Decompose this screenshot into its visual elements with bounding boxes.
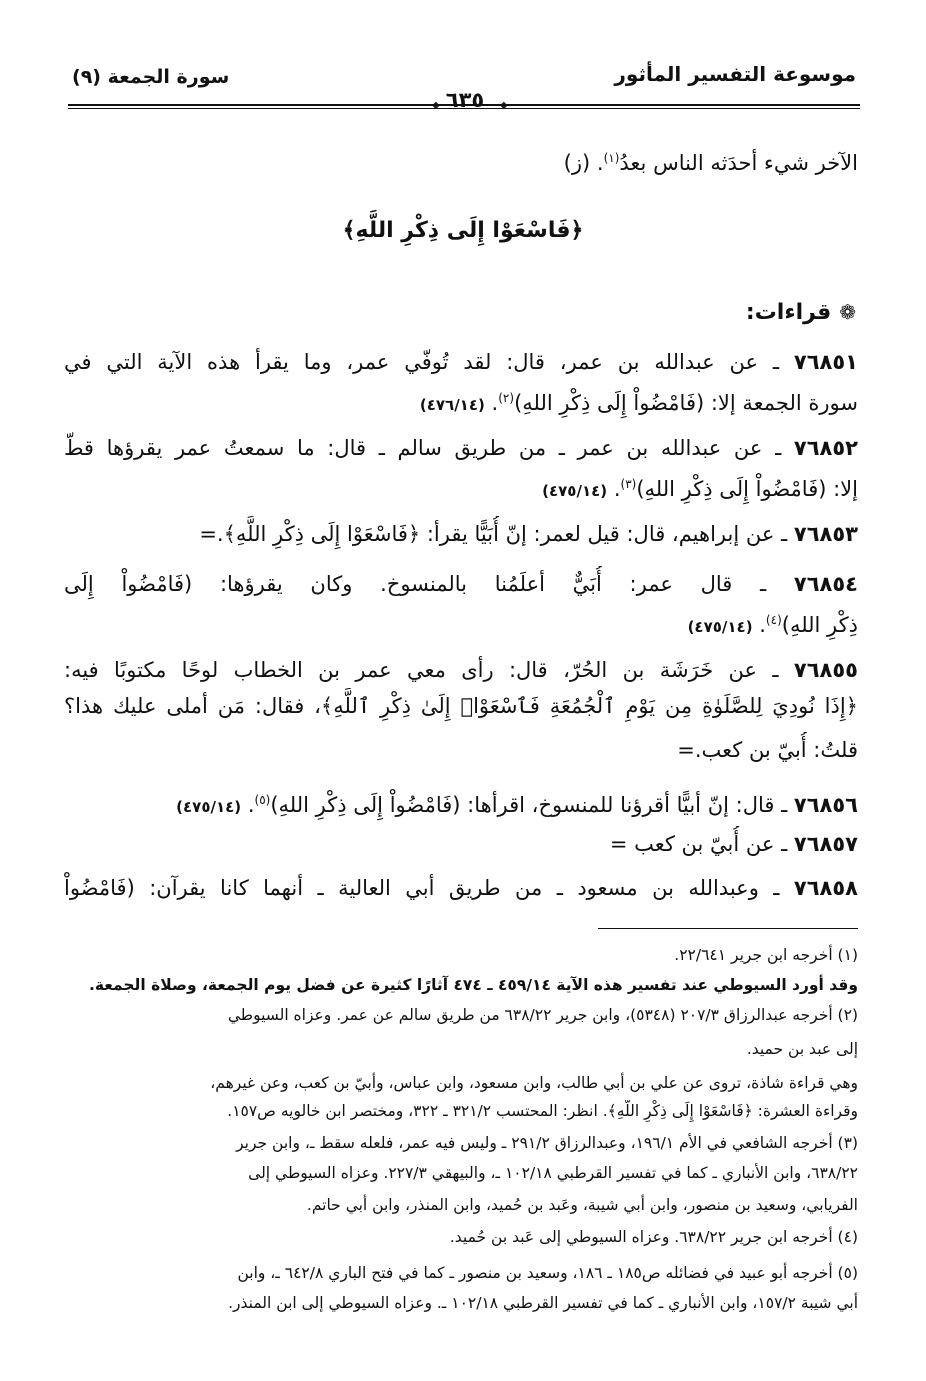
footnote-rule [598,928,858,929]
footnote-line: (٤) أخرجه ابن جرير ٦٣٨/٢٢. وعزاه السيوطي إلى عَبد بن حُميد. [449,1228,858,1246]
footnote-line: (٢) أخرجه عبدالرزاق ٢٠٧/٣ (٥٣٤٨)، وابن جرير ٦٣٨/٢٢ من طريق سالم عن عمر. وعزاه السيوطي [227,1006,858,1024]
running-head-book-title: موسوعة التفسير المأثور [614,62,856,86]
body-line: الآخر شيء أحدَثه الناس بعدُ$^{(١)}$. (ز) [563,151,858,175]
volume-reference: (٤٧٥/١٤) [687,618,753,636]
narration-line: ٧٦٨٥٢ ـ عن عبدالله بن عمر ـ من طريق سالم ـ قال: ما سمعتُ عمر يقرؤها قطّ [64,436,858,460]
ornament-left-icon: ◆ [432,100,440,111]
narration-line: ٧٦٨٥٨ ـ وعبدالله بن مسعود ـ من طريق أبي العالية ـ أنهما كانا يقرآن: (فَامْضُواْ [64,876,858,900]
footnote-line: إلى عبد بن حميد. [746,1040,858,1058]
narration-line: ٧٦٨٥٦ ـ قال: إنّ أبيًّا أقرؤنا للمنسوخ، اقرأها: (فَامْضُواْ إِلَى ذِكْرِ اللهِ)$^{(٥)}$. (٤٧٥/١٤) [176,793,858,817]
narration-line: ٧٦٨٥٣ ـ عن إبراهيم، قال: قيل لعمر: إنّ أُبَيًّا يقرأ: ﴿فَاسْعَوْا إِلَى ذِكْرِ اللَّهِ﴾.= [199,522,858,546]
footnote-line: وهي قراءة شاذة، تروى عن علي بن أبي طالب، وابن مسعود، وابن عباس، وأبيّ بن كعب، وعن غيرهم، [210,1074,858,1092]
narration-line: ٧٦٨٥٤ ـ قال عمر: أُبَيٌّ أعلَمُنا بالمنسوخ. وكان يقرؤها: (فَامْضُواْ إِلَى [64,572,858,596]
footnote-line: ٦٣٨/٢٢، وابن الأنباري ـ كما في تفسير القرطبي ١٠٢/١٨ ـ، والبيهقي ٢٢٧/٣. وعزاه السيوطي إلى [248,1164,858,1182]
verse-heading: ﴿فَاسْعَوْا إِلَى ذِكْرِ اللَّهِ﴾ [342,218,584,243]
narration-line: سورة الجمعة إلا: (فَامْضُواْ إِلَى ذِكْرِ اللهِ)$^{(٢)}$. (٤٧٦/١٤) [419,391,858,415]
footnote-line: وقراءة العشرة: ﴿فَاسْعَوْا إِلَى ذِكْرِ اللَّهِ﴾. انظر: المحتسب ٣٢١/٢ ـ ٣٢٢، ومختصر ابن خالويه ص١٥٧. [227,1102,858,1120]
header-rule [68,104,860,106]
narration-line: ٧٦٨٥١ ـ عن عبدالله بن عمر، قال: لقد تُوفّي عمر، وما يقرأ هذه الآية التي في [64,350,858,374]
header-rule-thin [68,108,860,109]
footnote-line: الفريابي، وسعيد بن منصور، وابن أبي شيبة، وعَبد بن حُميد، وابن المنذر، وابن أبي حاتم. [306,1196,858,1214]
footnote-line: (٥) أخرجه أبو عبيد في فضائله ص١٨٥ ـ ١٨٦، وسعيد بن منصور ـ كما في فتح الباري ٦٤٢/٨ ـ، وابن [237,1264,858,1282]
footnote-line: (١) أخرجه ابن جرير ٢٢/٦٤١. [674,946,858,964]
flower-ornament-icon: ❁ [839,300,856,324]
narration-line: ٧٦٨٥٧ ـ عن أُبيّ بن كعب = [609,832,858,856]
volume-reference: (٤٧٦/١٤) [419,396,485,414]
volume-reference: (٤٧٥/١٤) [542,482,608,500]
footnote-line: أبي شيبة ١٥٧/٢، وابن الأنباري ـ كما في تفسير القرطبي ١٠٢/١٨ ـ. وعزاه السيوطي إلى ابن المنذر. [228,1294,858,1312]
footnote-line: (٣) أخرجه الشافعي في الأم ١٩٦/١، وعبدالرزاق ٢٩١/٢ ـ وليس فيه عمر، فلعله سقط ـ، وابن جرير [236,1134,858,1152]
footnote-line: وقد أورد السيوطي عند تفسير هذه الآية ٤٥٩/١٤ ـ ٤٧٤ آثارًا كثيرة عن فضل يوم الجمعة، وصلاة الجمعة. [88,976,858,994]
narration-line: ذِكْرِ اللهِ)$^{(٤)}$. (٤٧٥/١٤) [687,613,858,637]
narration-line: قلتُ: أُبيّ بن كعب.= [677,738,858,762]
running-head-surah: سورة الجمعة (٩) [72,66,230,88]
volume-reference: (٤٧٥/١٤) [176,798,242,816]
section-heading: ❁قراءات: [745,300,856,325]
ornament-right-icon: ◆ [500,100,508,111]
page-number: ٦٣٥ [445,88,485,112]
narration-line: إلا: (فَامْضُواْ إِلَى ذِكْرِ اللهِ)$^{(٣)}$. (٤٧٥/١٤) [542,477,858,501]
narration-line: ﴿إِذَا نُودِيَ لِلصَّلَوٰةِ مِن يَوْمِ ٱلْجُمُعَةِ فَٱسْعَوْا۟ إِلَىٰ ذِكْرِ ٱللَّهِ﴾، فقال: مَن أملى عليك هذا؟ [64,694,858,718]
narration-line: ٧٦٨٥٥ ـ عن خَرَشَة بن الحُرّ، قال: رأى معي عمر بن الخطاب لوحًا مكتوبًا فيه: [64,658,858,682]
